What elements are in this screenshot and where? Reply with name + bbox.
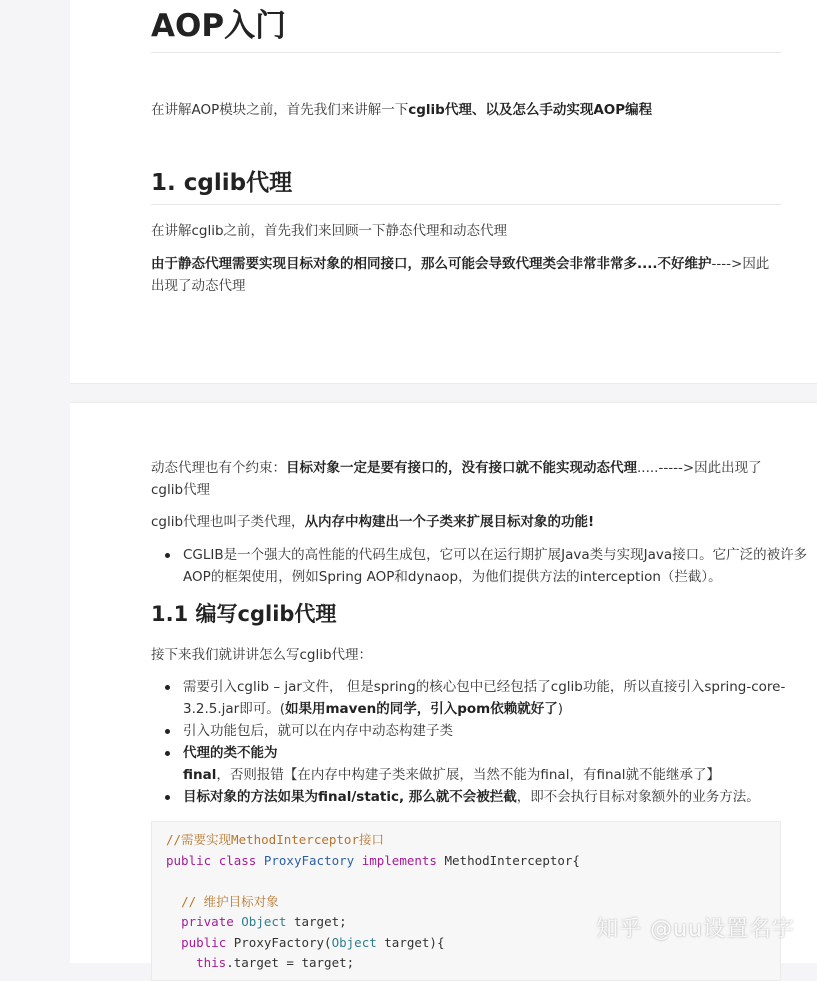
code-identifier: ProxyFactory( — [233, 934, 332, 950]
paragraph-subclass-proxy — [151, 511, 781, 533]
step-suffix: ) — [557, 701, 564, 717]
static-proxy-bold-text: 由于静态代理需要实现目标对象的相同接口，那么可能会导致代理类会非常非常多....不好维护 — [151, 256, 712, 272]
code-class-name: ProxyFactory — [263, 852, 355, 868]
code-identifier: MethodInterceptor{ — [444, 852, 580, 868]
code-comment: //需要实现MethodInterceptor接口 — [166, 832, 384, 847]
paragraph-static-proxy — [151, 253, 781, 297]
code-keyword: class — [218, 852, 257, 868]
section-heading-cglib: 1. cglib代理 — [151, 168, 781, 205]
list-item — [183, 676, 813, 720]
cglib-steps-list — [151, 676, 813, 808]
code-type: Object — [331, 934, 377, 950]
code-keyword: this — [196, 955, 227, 970]
intro-text: 在讲解AOP模块之前，首先我们来讲解一下 — [151, 102, 409, 118]
paragraph-dynamic-proxy — [151, 457, 781, 501]
step-bold-text: 目标对象的方法如果为final/static, 那么就不会被拦截 — [183, 789, 517, 805]
watermark: 知乎 @uu设置名字 — [596, 917, 795, 942]
code-keyword: implements — [361, 852, 437, 868]
dynamic-proxy-prefix: 动态代理也有个约束： — [151, 460, 286, 476]
code-comment: // 维护目标对象 — [181, 893, 279, 909]
code-identifier: target; — [293, 914, 347, 929]
section-heading-write-cglib: 1.1 编写cglib代理 — [151, 602, 337, 626]
article-card-top — [70, 0, 817, 384]
code-keyword: public — [166, 852, 212, 868]
step-suffix: ，否则报错【在内存中构建子类来做扩展，当然不能为final，有final就不能继承了】 — [216, 767, 721, 783]
subclass-proxy-prefix: cglib代理也叫子类代理， — [151, 514, 305, 530]
code-identifier: target){ — [384, 934, 445, 950]
subclass-proxy-bold-text: 从内存中构建出一个子类来扩展目标对象的功能! — [304, 514, 595, 530]
list-item: CGLIB是一个强大的高性能的代码生成包，它可以在运行期扩展Java类与实现Java接口。它广泛的被许多AOP的框架使用，例如Spring AOP和dynaop，为他们提供方法的interception（拦截）。 — [183, 544, 813, 588]
static-proxy-suffix: ---->因此出现了动态代理 — [151, 256, 770, 294]
dynamic-proxy-suffix: .....----->因此出现了cglib代理 — [151, 460, 762, 498]
intro-paragraph — [151, 99, 781, 121]
dynamic-proxy-bold-text: 目标对象一定是要有接口的，没有接口就不能实现动态代理 — [286, 460, 637, 476]
code-keyword: private — [181, 914, 234, 929]
code-type: Object — [241, 914, 287, 929]
code-block — [151, 821, 781, 981]
page-title: AOP入门 — [151, 6, 781, 53]
list-item — [183, 786, 813, 808]
list-item: 引入功能包后，就可以在内存中动态构建子类 — [183, 720, 813, 742]
step-text: 需要引入cglib – jar文件， 但是spring的核心包中已经包括了cglib功能，所以直接引入spring-core-3.2.5.jar即可。( — [183, 679, 786, 717]
paragraph-review: 在讲解cglib之前，首先我们来回顾一下静态代理和动态代理 — [151, 223, 508, 239]
list-item — [183, 742, 813, 786]
code-identifier: .target = target; — [226, 955, 355, 970]
article-card-bottom — [70, 402, 817, 970]
step-suffix: ，即不会执行目标对象额外的业务方法。 — [516, 789, 760, 805]
intro-bold-text: cglib代理、以及怎么手动实现AOP编程 — [408, 102, 653, 118]
paragraph-how-to: 接下来我们就讲讲怎么写cglib代理： — [151, 647, 373, 663]
step-bold-text: 如果用maven的同学，引入pom依赖就好了 — [284, 701, 558, 717]
cglib-description-list — [151, 544, 813, 588]
code-keyword: public — [181, 934, 227, 950]
step-bold-text: 代理的类不能为final — [183, 745, 278, 783]
